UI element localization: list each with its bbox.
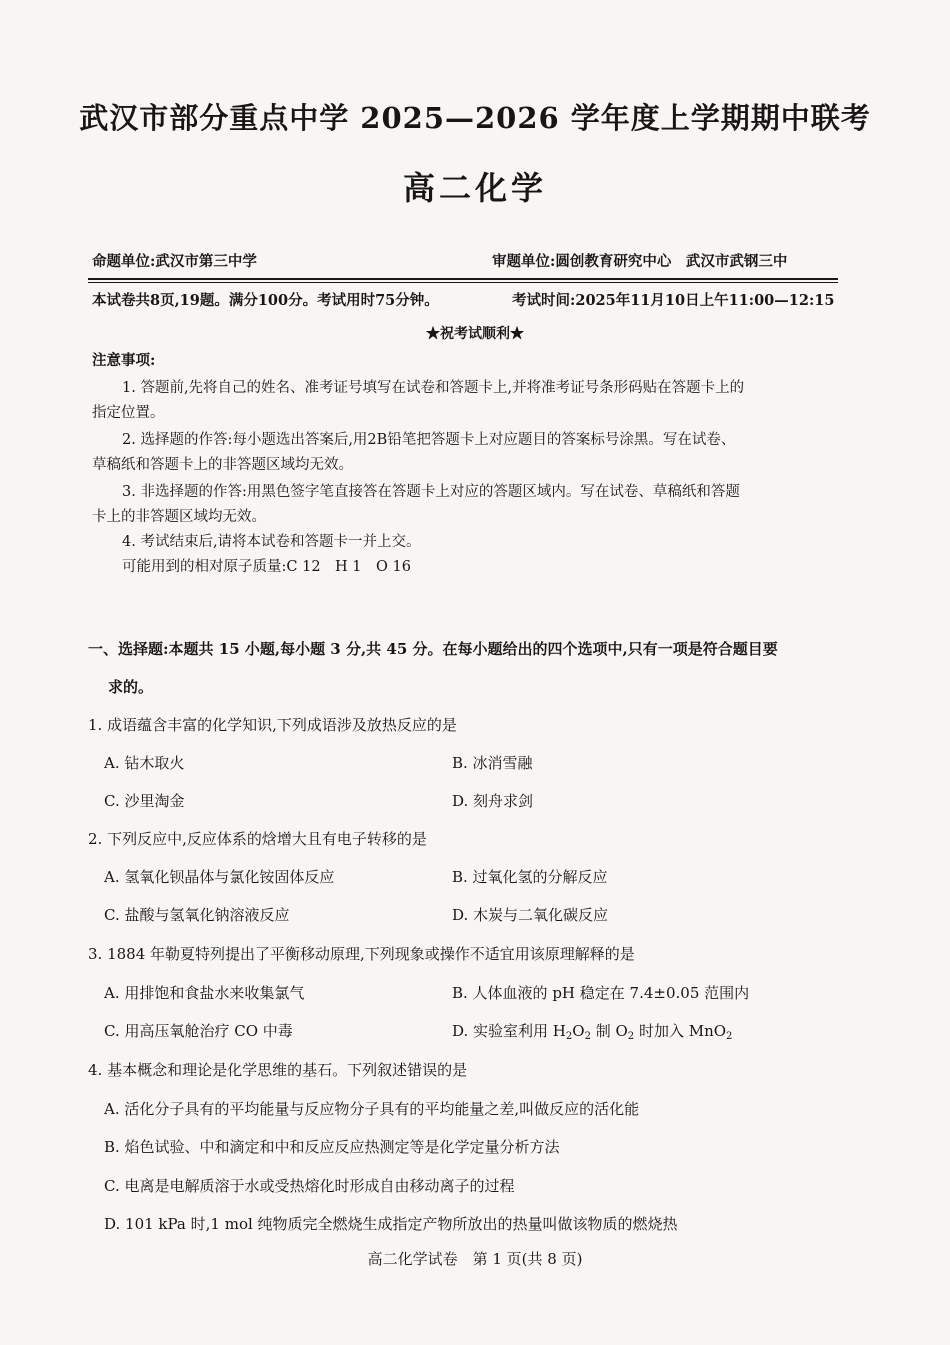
question-4-option-d: D. 101 kPa 时,1 mol 纯物质完全燃烧生成指定产物所放出的热量叫做该物质的燃烧热 [104,1215,678,1233]
notice-item-3: 3. 非选择题的作答:用黑色签字笔直接答在答题卡上对应的答题区域内。写在试卷、草稿纸和答题 [122,484,740,500]
header-divider-thin [88,282,838,283]
header-divider-top [88,278,838,280]
exam-title: 武汉市部分重点中学 2025—2026 学年度上学期期中联考 [79,101,871,135]
question-3-stem: 3. 1884 年勒夏特列提出了平衡移动原理,下列现象或操作不适宜用该原理解释的是 [88,945,635,963]
good-luck-banner: ★祝考试顺利★ [426,326,524,342]
notice-heading: 注意事项: [92,352,156,369]
question-2-option-a: A. 氢氧化钡晶体与氯化铵固体反应 [104,868,335,886]
section-heading: 一、选择题:本题共 15 小题,每小题 3 分,共 45 分。在每小题给出的四个选项中,只有一项是符合题目要 [88,640,778,658]
question-4-option-a: A. 活化分子具有的平均能量与反应物分子具有的平均能量之差,叫做反应的活化能 [104,1100,640,1118]
reviewer-unit: 审题单位:圆创教育研究中心 武汉市武钢三中 [492,253,788,270]
subject-title: 高二化学 [402,169,547,207]
question-3-option-c: C. 用高压氧舱治疗 CO 中毒 [104,1022,293,1040]
notice-item-1: 1. 答题前,先将自己的姓名、准考证号填写在试卷和答题卡上,并将准考证号条形码贴在答题卡上的 [122,380,745,396]
question-4-stem: 4. 基本概念和理论是化学思维的基石。下列叙述错误的是 [88,1061,468,1079]
question-2-option-b: B. 过氧化氢的分解反应 [452,868,608,886]
section-heading-cont: 求的。 [108,678,154,696]
paper-info: 本试卷共8页,19题。满分100分。考试用时75分钟。 [92,292,439,309]
question-1-stem: 1. 成语蕴含丰富的化学知识,下列成语涉及放热反应的是 [88,716,457,734]
atomic-mass-note: 可能用到的相对原子质量:C 12 H 1 O 16 [122,559,411,575]
notice-item-1-cont: 指定位置。 [92,405,165,421]
page-footer: 高二化学试卷 第 1 页(共 8 页) [367,1250,583,1268]
question-2-stem: 2. 下列反应中,反应体系的焓增大且有电子转移的是 [88,830,427,848]
question-2-option-d: D. 木炭与二氧化碳反应 [452,906,609,924]
question-3-option-a: A. 用排饱和食盐水来收集氯气 [104,984,305,1002]
question-2-option-c: C. 盐酸与氢氧化钠溶液反应 [104,906,290,924]
question-4-option-c: C. 电离是电解质溶于水或受热熔化时形成自由移动离子的过程 [104,1177,515,1195]
exam-time: 考试时间:2025年11月10日上午11:00—12:15 [512,292,835,309]
question-4-option-b: B. 焰色试验、中和滴定和中和反应反应热测定等是化学定量分析方法 [104,1138,560,1156]
question-1-option-d: D. 刻舟求剑 [452,792,534,810]
notice-item-2-cont: 草稿纸和答题卡上的非答题区域均无效。 [92,457,353,473]
question-1-option-b: B. 冰消雪融 [452,754,533,772]
question-1-option-c: C. 沙里淘金 [104,792,185,810]
question-3-option-b: B. 人体血液的 pH 稳定在 7.4±0.05 范围内 [452,984,750,1002]
notice-item-3-cont: 卡上的非答题区域均无效。 [92,509,266,525]
notice-item-4: 4. 考试结束后,请将本试卷和答题卡一并上交。 [122,534,421,550]
setter-unit: 命题单位:武汉市第三中学 [92,253,257,270]
question-1-option-a: A. 钻木取火 [104,754,185,772]
question-3-option-d: D. 实验室利用 $H_2O_2$ 制 $O_2$ 时加入 MnO$_2$ [452,1022,733,1042]
notice-item-2: 2. 选择题的作答:每小题选出答案后,用2B铅笔把答题卡上对应题目的答案标号涂黑。写在试卷、 [122,432,736,448]
